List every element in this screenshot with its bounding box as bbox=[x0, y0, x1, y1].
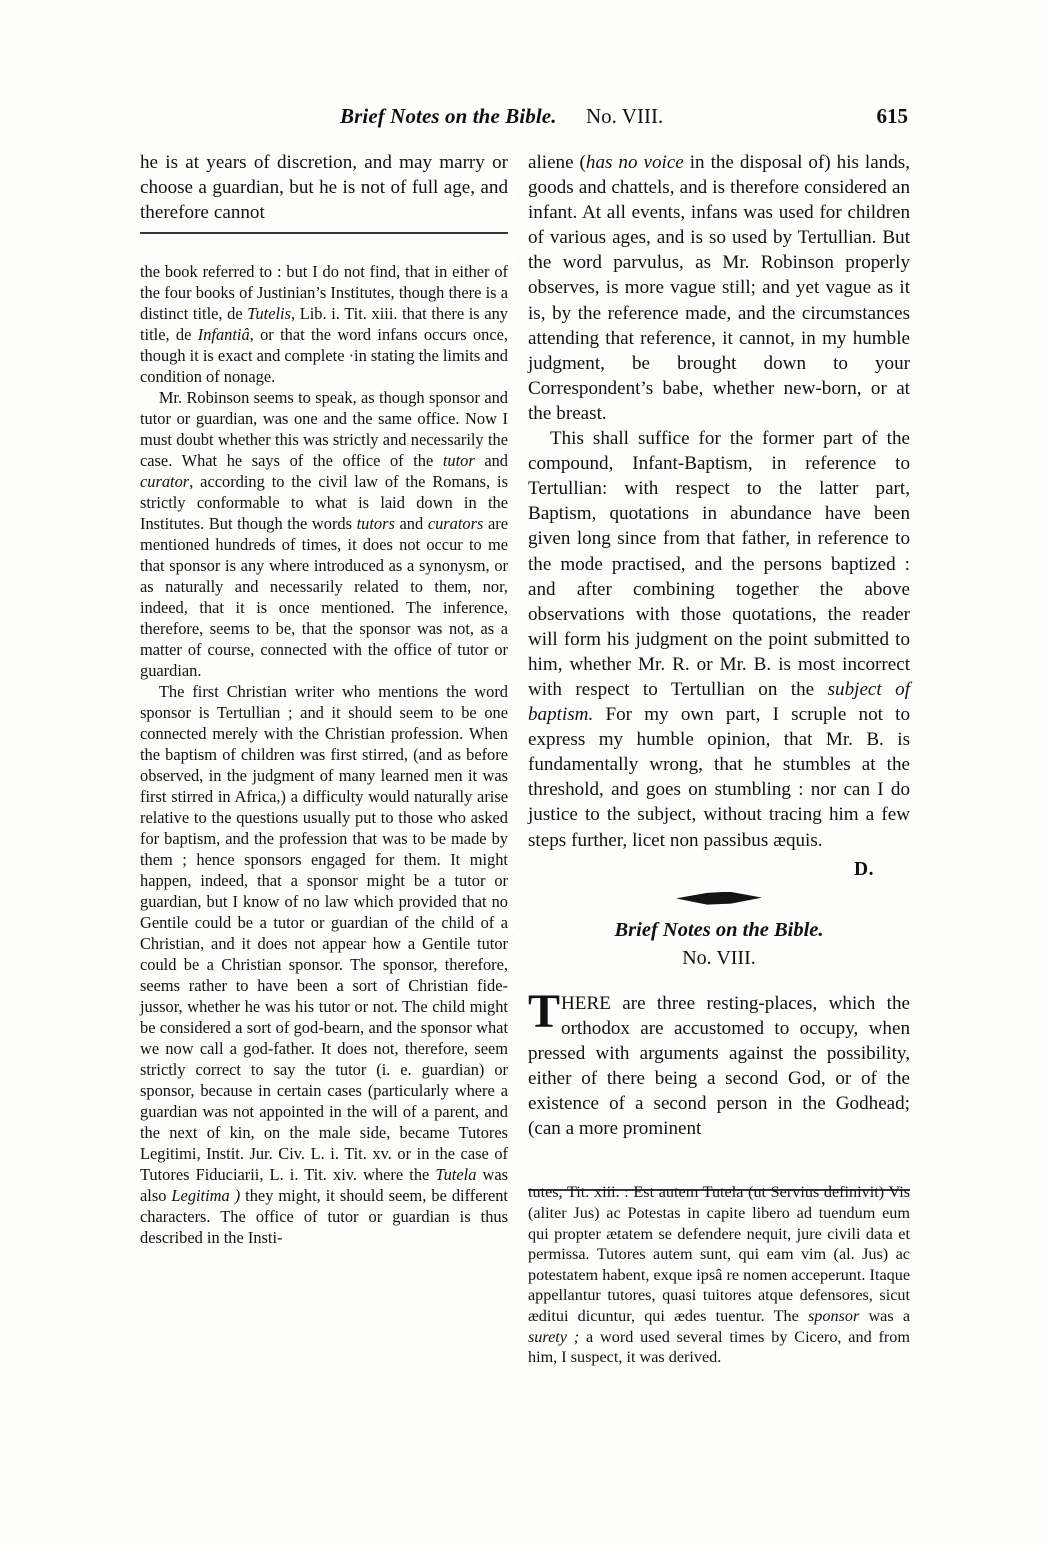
text-run: in the disposal of) his lands, goods and chattels, and is therefore considered an infant. At all events, infans was used for children of various ages, and is so used by Tertullian. But the word parvulus, as Mr. Robinson properly observes, is more vague still; and yet vague as it is, by the reference made, and the circumstances attending that reference, it cannot, in my humble judgment, be brought down to your Correspondent’s babe, whether new-born, or at the breast. bbox=[528, 152, 910, 424]
text-run: Mr. Robinson seems to speak, as though sponsor and tutor or guardian, was one and the same office. Now I must doubt whether this was strictly and necessarily the case. What he says of the office of the bbox=[140, 388, 508, 471]
italic-run: Infantiâ bbox=[197, 325, 250, 345]
left-footnote-block bbox=[140, 261, 508, 1248]
text-run: was a bbox=[859, 1306, 911, 1325]
italic-run: tutor bbox=[442, 451, 475, 471]
horizontal-rule bbox=[528, 1189, 910, 1191]
lozenge-ornament-icon bbox=[676, 892, 762, 905]
text-run: the book referred to : but I do not find, that in either of the four books of Justinian’s Institutes, though there is a distinct title, de bbox=[140, 262, 508, 324]
text-run: a word used several times by Cicero, and from him, I suspect, it was derived. bbox=[528, 1327, 910, 1367]
left-continuation-paragraph: he is at years of discretion, and may marry or choose a guardian, but he is not of full age, and therefore cannot bbox=[140, 152, 508, 224]
paragraph bbox=[140, 387, 508, 681]
paragraph bbox=[528, 150, 910, 426]
italic-run: surety ; bbox=[528, 1327, 580, 1346]
left-column bbox=[140, 150, 508, 1248]
text-run: and bbox=[394, 514, 428, 534]
text-run: For my own part, I scruple not to express my humble opinion, that Mr. B. is fundamentally wrong, that he stumbles at the threshold, and goes on stumbling : nor can I do justice to the subject, without tracing him a few steps further, licet non passibus æquis. bbox=[528, 704, 910, 851]
paragraph bbox=[528, 426, 910, 853]
article-opening-text: HERE are three resting-places, which the orthodox are accustomed to occupy, when pressed with arguments against the possibility, either of there being a second God, or of the existence of a second person in the Godhead; (can a more prominent bbox=[528, 992, 910, 1140]
horizontal-rule bbox=[140, 232, 508, 234]
italic-run: has no voice bbox=[585, 152, 684, 173]
running-head-title: Brief Notes on the Bible. bbox=[340, 104, 557, 128]
page-number: 615 bbox=[876, 104, 908, 128]
italic-run: Tutela bbox=[435, 1165, 477, 1185]
right-column bbox=[528, 150, 910, 1368]
italic-run: subject of baptism. bbox=[528, 678, 910, 726]
right-footnote-rule bbox=[528, 1189, 910, 1191]
article-opening-paragraph bbox=[528, 984, 910, 1142]
italic-run: Tutelis bbox=[247, 304, 291, 324]
italic-run: Legitima ) bbox=[171, 1186, 241, 1206]
text-run: , or that the word infans occurs once, though it is exact and complete ·in stating the limits and condition of nonage. bbox=[140, 325, 508, 387]
left-footnote-rule bbox=[140, 232, 508, 234]
italic-run: curator bbox=[140, 472, 190, 492]
text-run: This shall suffice for the former part of the compound, Infant-Baptism, in reference to Tertullian: with respect to the latter part, Baptism, quotations in abundance have been given long since from that father, in reference to the mode practised, and the persons baptized : and after combining together the above observations with those quotations, the reader will form his judgment on the point submitted to him, whether Mr. R. or Mr. B. is most incorrect with respect to Tertullian on the bbox=[528, 428, 910, 700]
letter-signature: D. bbox=[854, 858, 874, 880]
right-letter-block bbox=[528, 150, 910, 853]
text-run: and bbox=[474, 451, 508, 471]
italic-run: curators bbox=[427, 514, 484, 534]
text-run: was also bbox=[140, 1165, 508, 1206]
article-number: No. VIII. bbox=[682, 946, 756, 969]
text-run: tutes, Tit. xiii. : Est autem Tutela (ut Servius definivit) Vis (aliter Jus) ac Potestas in capite libero ad tuendum eum qui propter ætatem se defendere nequit, jure civili data et permissa. Tutores autem sunt, qui eam vim (al. Jus) ac potestatem habent, exque ipsâ re nomen acceperunt. Itaque appellantur tutores, quasi tuitores atque defensores, sicut æditui dicuntur, qui ædes tuentur. The bbox=[528, 1183, 910, 1325]
paragraph bbox=[140, 261, 508, 387]
paragraph bbox=[528, 1182, 910, 1367]
italic-run: tutors bbox=[356, 514, 395, 534]
running-head-number: No. VIII. bbox=[586, 104, 664, 128]
text-run: are mentioned hundreds of times, it does not occur to me that sponsor is any where introduced as a synonysm, or as naturally and necessarily related to them, nor, indeed, that it is once mentioned. The inference, therefore, seems to be, that the sponsor was not, as a matter of course, connected with the office of tutor or guardian. bbox=[140, 514, 509, 681]
drop-cap-letter: T bbox=[528, 984, 561, 1038]
ornament-wrap bbox=[528, 892, 910, 908]
paragraph bbox=[140, 681, 508, 1248]
text-run: , Lib. i. Tit. xiii. that there is any title, de bbox=[140, 304, 508, 345]
right-footnote-block bbox=[528, 1182, 910, 1367]
text-run: The first Christian writer who mentions the word sponsor is Tertullian ; and it should seem to be one connected merely with the Christian profession. When the baptism of children was first stirred, (and as before observed, in the judgment of many learned men it was first stirred in Africa,) a difficulty would naturally arise relative to the questions usually put to those who asked for baptism, and the profession that was to be made by them ; hence sponsors engaged for them. It might happen, indeed, that a sponsor might be a tutor or guardian, but I know of no law which provided that no Gentile could be a tutor or guardian of the child of a Christian, and it does not appear how a Gentile tutor could be a Christian sponsor. The sponsor, therefore, seems rather to have been a sort of Christian fide-jussor, whether he was his tutor or not. The child might be considered a sort of god-bearn, and the sponsor what we now call a god-father. It does not, therefore, seem strictly correct to say the tutor (i. e. guardian) or sponsor, because in certain cases (particularly where a guardian was not appointed in the will of a parent, and the next of kin, on the male side, became Tutores Legitimi, Instit. Jur. Civ. L. i. Tit. xv. or in the case of Tutores Fiduciarii, L. i. Tit. xiv. where the bbox=[140, 682, 508, 1185]
article-title: Brief Notes on the Bible. bbox=[614, 918, 824, 941]
italic-run: sponsor bbox=[807, 1306, 860, 1325]
running-head bbox=[140, 104, 908, 134]
text-run: , according to the civil law of the Romans, is strictly conformable to what is laid down in the Institutes. But though the words bbox=[140, 472, 508, 534]
text-run: aliene ( bbox=[528, 152, 586, 173]
text-run: they might, it should seem, be different characters. The office of tutor or guardian is thus described in the Insti- bbox=[140, 1186, 508, 1248]
